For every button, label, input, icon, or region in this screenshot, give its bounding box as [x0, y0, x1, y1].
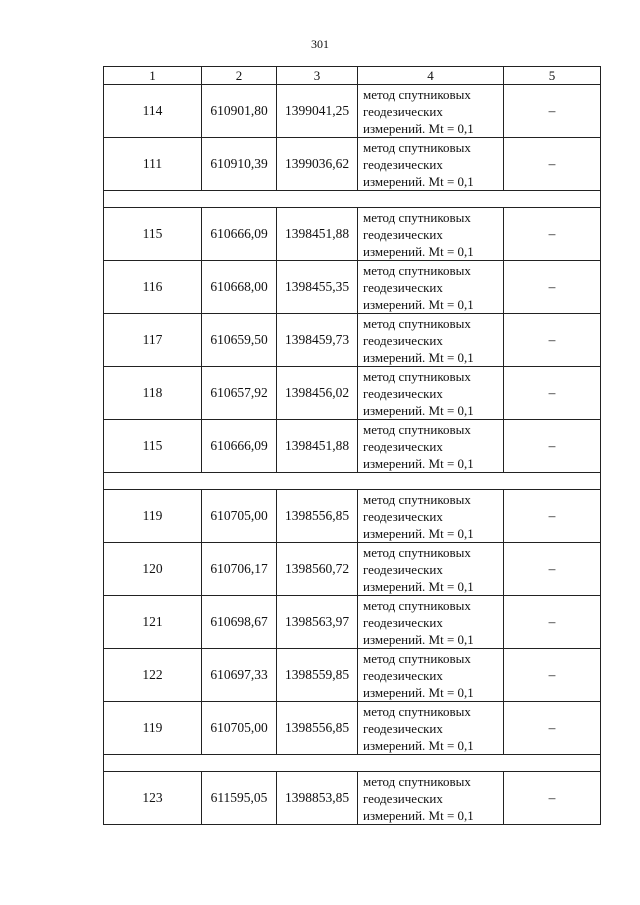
method-cell — [358, 367, 504, 420]
point-number-cell: 119 — [104, 490, 202, 543]
method-cell — [358, 314, 504, 367]
table-row — [104, 490, 601, 543]
note-cell: – — [504, 261, 601, 314]
table-row — [104, 772, 601, 825]
column-header-2: 2 — [202, 67, 277, 85]
method-line: геодезических — [363, 508, 443, 524]
method-line: измерений. Mt = 0,1 — [363, 631, 474, 647]
method-line: измерений. Mt = 0,1 — [363, 120, 474, 136]
method-line: геодезических — [363, 332, 443, 348]
note-cell: – — [504, 208, 601, 261]
note-cell: – — [504, 543, 601, 596]
method-line: геодезических — [363, 279, 443, 295]
method-line: измерений. Mt = 0,1 — [363, 578, 474, 594]
method-line: метод спутниковых — [363, 139, 471, 155]
table-row — [104, 261, 601, 314]
column-header-4: 4 — [358, 67, 504, 85]
y-coordinate-cell: 1399041,25 — [277, 85, 358, 138]
table-row — [104, 596, 601, 649]
header-row — [104, 67, 601, 85]
note-cell: – — [504, 138, 601, 191]
method-line: измерений. Mt = 0,1 — [363, 455, 474, 471]
y-coordinate-cell: 1398451,88 — [277, 208, 358, 261]
note-cell: – — [504, 314, 601, 367]
method-line: геодезических — [363, 103, 443, 119]
separator-cell — [104, 755, 601, 772]
note-cell: – — [504, 420, 601, 473]
x-coordinate-cell: 610705,00 — [202, 490, 277, 543]
method-line: измерений. Mt = 0,1 — [363, 525, 474, 541]
method-line: метод спутниковых — [363, 86, 471, 102]
y-coordinate-cell: 1398560,72 — [277, 543, 358, 596]
x-coordinate-cell: 610659,50 — [202, 314, 277, 367]
method-line: метод спутниковых — [363, 544, 471, 560]
point-number-cell: 117 — [104, 314, 202, 367]
method-cell — [358, 649, 504, 702]
method-line: геодезических — [363, 614, 443, 630]
method-line: измерений. Mt = 0,1 — [363, 684, 474, 700]
method-cell — [358, 702, 504, 755]
note-cell: – — [504, 490, 601, 543]
table-row — [104, 85, 601, 138]
y-coordinate-cell: 1398853,85 — [277, 772, 358, 825]
table-row — [104, 314, 601, 367]
x-coordinate-cell: 610668,00 — [202, 261, 277, 314]
note-cell: – — [504, 85, 601, 138]
point-number-cell: 116 — [104, 261, 202, 314]
x-coordinate-cell: 610697,33 — [202, 649, 277, 702]
method-line: измерений. Mt = 0,1 — [363, 243, 474, 259]
point-number-cell: 111 — [104, 138, 202, 191]
method-cell — [358, 208, 504, 261]
method-line: геодезических — [363, 720, 443, 736]
y-coordinate-cell: 1398456,02 — [277, 367, 358, 420]
x-coordinate-cell: 611595,05 — [202, 772, 277, 825]
method-line: измерений. Mt = 0,1 — [363, 402, 474, 418]
x-coordinate-cell: 610666,09 — [202, 208, 277, 261]
x-coordinate-cell: 610706,17 — [202, 543, 277, 596]
y-coordinate-cell: 1398556,85 — [277, 490, 358, 543]
method-line: метод спутниковых — [363, 650, 471, 666]
table-body — [104, 85, 601, 825]
group-separator-row — [104, 473, 601, 490]
method-line: измерений. Mt = 0,1 — [363, 296, 474, 312]
method-line: геодезических — [363, 438, 443, 454]
note-cell: – — [504, 367, 601, 420]
point-number-cell: 121 — [104, 596, 202, 649]
table-row — [104, 702, 601, 755]
page-number: 301 — [311, 37, 329, 51]
point-number-cell: 115 — [104, 420, 202, 473]
x-coordinate-cell: 610901,80 — [202, 85, 277, 138]
method-line: метод спутниковых — [363, 421, 471, 437]
table-row — [104, 138, 601, 191]
method-line: метод спутниковых — [363, 368, 471, 384]
y-coordinate-cell: 1398451,88 — [277, 420, 358, 473]
method-line: геодезических — [363, 226, 443, 242]
point-number-cell: 122 — [104, 649, 202, 702]
method-line: метод спутниковых — [363, 773, 471, 789]
note-cell: – — [504, 649, 601, 702]
x-coordinate-cell: 610698,67 — [202, 596, 277, 649]
column-header-3: 3 — [277, 67, 358, 85]
method-line: метод спутниковых — [363, 703, 471, 719]
note-cell: – — [504, 772, 601, 825]
method-line: измерений. Mt = 0,1 — [363, 807, 474, 823]
point-number-cell: 119 — [104, 702, 202, 755]
method-line: геодезических — [363, 156, 443, 172]
method-line: измерений. Mt = 0,1 — [363, 737, 474, 753]
method-cell — [358, 85, 504, 138]
table-row — [104, 420, 601, 473]
method-line: метод спутниковых — [363, 597, 471, 613]
point-number-cell: 120 — [104, 543, 202, 596]
method-line: метод спутниковых — [363, 491, 471, 507]
method-cell — [358, 543, 504, 596]
method-line: геодезических — [363, 385, 443, 401]
method-line: измерений. Mt = 0,1 — [363, 173, 474, 189]
y-coordinate-cell: 1398459,73 — [277, 314, 358, 367]
point-number-cell: 115 — [104, 208, 202, 261]
method-line: метод спутниковых — [363, 262, 471, 278]
point-number-cell: 114 — [104, 85, 202, 138]
method-line: геодезических — [363, 667, 443, 683]
method-line: метод спутниковых — [363, 209, 471, 225]
group-separator-row — [104, 755, 601, 772]
x-coordinate-cell: 610910,39 — [202, 138, 277, 191]
column-header-1: 1 — [104, 67, 202, 85]
method-line: измерений. Mt = 0,1 — [363, 349, 474, 365]
method-line: геодезических — [363, 790, 443, 806]
method-cell — [358, 596, 504, 649]
note-cell: – — [504, 596, 601, 649]
x-coordinate-cell: 610657,92 — [202, 367, 277, 420]
point-number-cell: 118 — [104, 367, 202, 420]
y-coordinate-cell: 1399036,62 — [277, 138, 358, 191]
table-row — [104, 208, 601, 261]
separator-cell — [104, 191, 601, 208]
table-row — [104, 543, 601, 596]
method-cell — [358, 420, 504, 473]
method-line: метод спутниковых — [363, 315, 471, 331]
y-coordinate-cell: 1398563,97 — [277, 596, 358, 649]
note-cell: – — [504, 702, 601, 755]
y-coordinate-cell: 1398556,85 — [277, 702, 358, 755]
separator-cell — [104, 473, 601, 490]
coordinates-table — [103, 66, 601, 825]
table-row — [104, 649, 601, 702]
method-cell — [358, 772, 504, 825]
method-line: геодезических — [363, 561, 443, 577]
x-coordinate-cell: 610666,09 — [202, 420, 277, 473]
column-header-5: 5 — [504, 67, 601, 85]
method-cell — [358, 261, 504, 314]
x-coordinate-cell: 610705,00 — [202, 702, 277, 755]
method-cell — [358, 490, 504, 543]
table-row — [104, 367, 601, 420]
point-number-cell: 123 — [104, 772, 202, 825]
group-separator-row — [104, 191, 601, 208]
y-coordinate-cell: 1398455,35 — [277, 261, 358, 314]
method-cell — [358, 138, 504, 191]
y-coordinate-cell: 1398559,85 — [277, 649, 358, 702]
